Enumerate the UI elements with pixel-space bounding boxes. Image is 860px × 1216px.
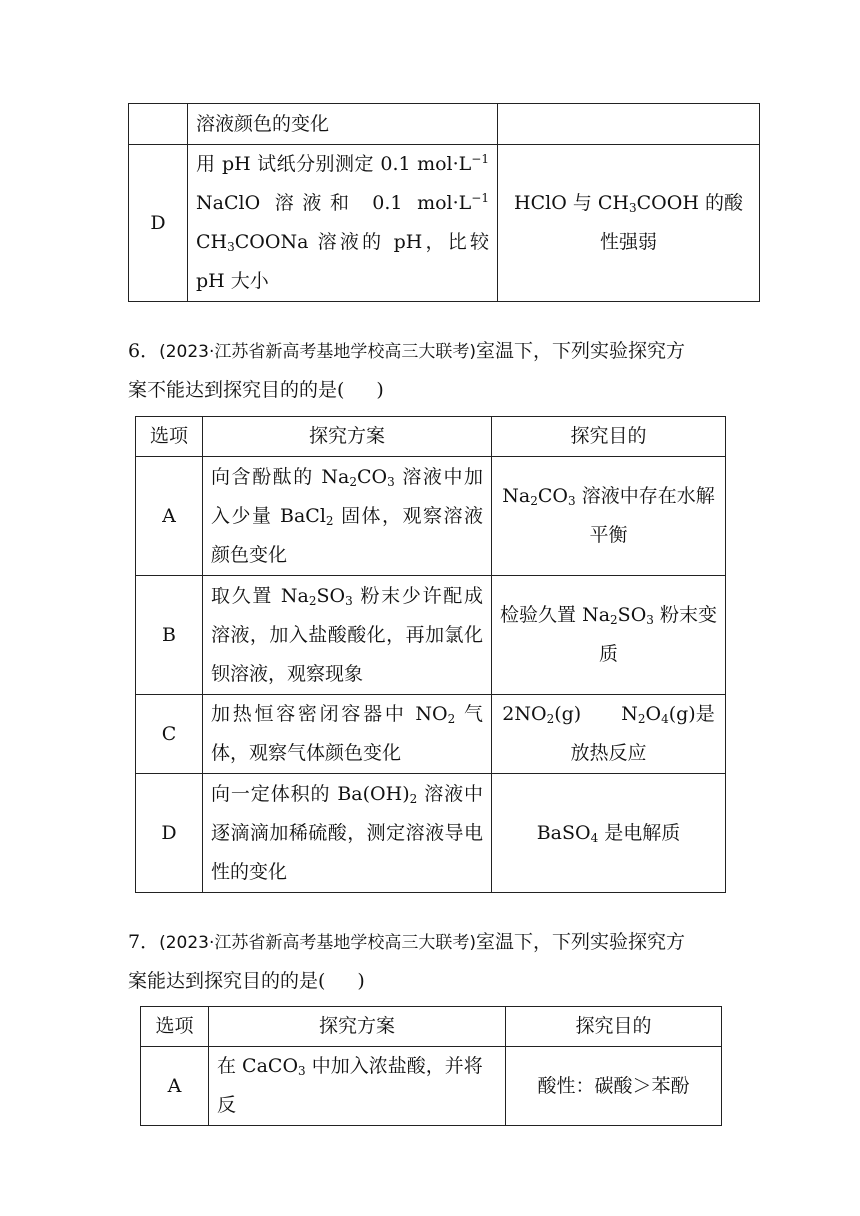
question-6-line2 (128, 371, 384, 410)
question-source: (2023·江苏省新高考基地学校高三大联考) (159, 342, 477, 362)
method-cell: 向一定体积的 $Ba(OH)_2$ 溶液中逐滴滴加稀硫酸，测定溶液导电性的变化 (203, 774, 492, 893)
purpose-cell: $2NO_2(g)$ $N_2O_4(g)$是放热反应 (492, 695, 726, 774)
method-cell: 溶液颜色的变化 (188, 104, 498, 145)
method-cell: 取久置 $Na_2SO_3$ 粉末少许配成溶液，加入盐酸酸化，再加氯化钡溶液，观察现象 (203, 576, 492, 695)
q6-table (135, 416, 726, 893)
header-method: 探究方案 (209, 1007, 506, 1047)
option-cell: C (136, 695, 203, 774)
q7-table (140, 1006, 722, 1126)
question-7-line1 (128, 923, 685, 963)
option-cell: B (136, 576, 203, 695)
method-cell: 向含酚酞的 $Na_2CO_3$ 溶液中加入少量 BaCl$_2$ 固体，观察溶液颜色变化 (203, 457, 492, 576)
purpose-cell: HClO 与 $CH_3COOH$ 的酸性强弱 (498, 145, 760, 302)
table-row (141, 1047, 722, 1126)
purpose-cell: $Na_2CO_3$ 溶液中存在水解平衡 (492, 457, 726, 576)
table-header-row (136, 417, 726, 457)
q5-table-continued (128, 103, 760, 302)
question-stem-end: ) (376, 379, 384, 401)
table-header-row (141, 1007, 722, 1047)
table-row (136, 695, 726, 774)
option-cell (129, 104, 188, 145)
table-row (129, 104, 760, 145)
purpose-cell: BaSO$_4$ 是电解质 (492, 774, 726, 893)
purpose-cell (498, 104, 760, 145)
question-7-line2 (128, 962, 365, 1001)
method-cell: 在 CaCO$_3$ 中加入浓盐酸，并将反 (209, 1047, 506, 1126)
header-purpose: 探究目的 (492, 417, 726, 457)
purpose-cell: 酸性：碳酸＞苯酚 (506, 1047, 722, 1126)
header-method: 探究方案 (203, 417, 492, 457)
table-row (129, 145, 760, 302)
method-cell: 用 pH 试纸分别测定 0.1 $mol\cdot L^{-1}$ NaClO 溶液和 0.1 $mol\cdot L^{-1}$ $CH_3COONa$ 溶液的 pH，比较 pH 大小 (188, 145, 498, 302)
method-cell: 加热恒容密闭容器中 $NO_2$ 气体，观察气体颜色变化 (203, 695, 492, 774)
header-option: 选项 (136, 417, 203, 457)
question-stem: 室温下，下列实验探究方 (476, 340, 686, 362)
question-stem: 案不能达到探究目的的是( (128, 379, 345, 401)
table-row (136, 457, 726, 576)
table-row (136, 576, 726, 695)
question-source: (2023·江苏省新高考基地学校高三大联考) (159, 933, 477, 953)
question-6-line1 (128, 332, 685, 372)
question-stem: 室温下，下列实验探究方 (476, 931, 686, 953)
option-cell: D (129, 145, 188, 302)
question-stem-end: ) (357, 970, 365, 992)
purpose-cell: 检验久置 $Na_2SO_3$ 粉末变质 (492, 576, 726, 695)
option-cell: A (136, 457, 203, 576)
option-cell: D (136, 774, 203, 893)
option-cell: A (141, 1047, 209, 1126)
header-option: 选项 (141, 1007, 209, 1047)
question-number: 6． (128, 340, 160, 362)
question-stem: 案能达到探究目的的是( (128, 970, 326, 992)
question-number: 7． (128, 931, 160, 953)
table-row (136, 774, 726, 893)
header-purpose: 探究目的 (506, 1007, 722, 1047)
